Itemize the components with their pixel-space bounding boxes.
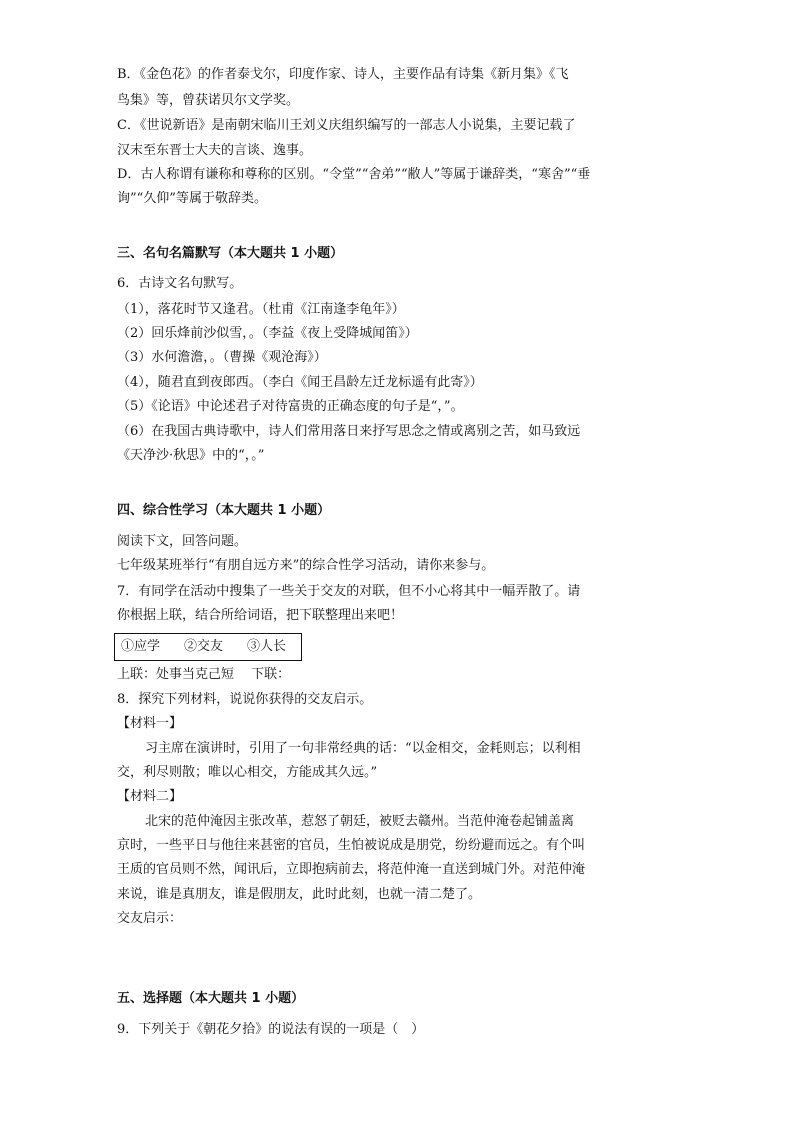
material-2-line2: 京时，一些平日与他往来甚密的官员，生怕被说成是朋党，纷纷避而远之。有个叫 <box>117 838 586 853</box>
material-2-line3: 王质的官员则不然，闻讯后，立即抱病前去，将范仲淹一直送到城门外。对范仲淹 <box>117 862 586 877</box>
question-7-line2: 你根据上联，结合所给词语，把下联整理出来吧！ <box>117 608 404 623</box>
material-2-title: 【材料二】 <box>117 789 183 804</box>
answer-label: 交友启示： <box>117 911 183 926</box>
material-1-line2: 交，利尽则散；唯以心相交，方能成其久远。” <box>117 765 378 780</box>
activity-intro: 七年级某班举行“有朋自远方来”的综合性学习活动，请你来参与。 <box>117 558 495 573</box>
word-option-1: ①应学 <box>121 639 161 654</box>
option-d-line1: D．古人称谓有谦称和尊称的区别。“令堂”“舍弟”“敝人”等属于谦辞类，“寒舍”“垂 <box>117 167 591 182</box>
question-9: 9．下列关于《朝花夕拾》的说法有误的一项是（ ） <box>117 1022 425 1037</box>
section3-heading: 三、名句名篇默写（本大题共 1 小题） <box>117 246 344 261</box>
material-2-line1: 北宋的范仲淹因主张改革，惹怒了朝廷，被贬去赣州。当范仲淹卷起铺盖离 <box>145 814 575 829</box>
word-option-3: ③人长 <box>247 639 287 654</box>
q6-item-2: （2）回乐烽前沙似雪，。（李益《夜上受降城闻笛》） <box>117 326 418 341</box>
q6-item-4: （4），随君直到夜郎西。（李白《闻王昌龄左迁龙标遥有此寄》） <box>117 375 483 390</box>
question-8: 8．探究下列材料，说说你获得的交友启示。 <box>117 692 373 707</box>
reading-instruction: 阅读下文，回答问题。 <box>117 534 248 549</box>
q6-item-6-line2: 《天净沙·秋思》中的“，。” <box>117 448 265 463</box>
option-d-line2: 询”“久仰”等属于敬辞类。 <box>117 191 267 206</box>
material-1-title: 【材料一】 <box>117 716 183 731</box>
word-options-box <box>114 633 302 661</box>
couplet-line: 上联：处事当克己短 下联： <box>117 667 291 682</box>
section4-heading: 四、综合性学习（本大题共 1 小题） <box>117 503 331 518</box>
word-option-2: ②交友 <box>184 639 224 654</box>
material-1-line1: 习主席在演讲时，引用了一句非常经典的话：“以金相交，金耗则忘；以利相 <box>145 741 581 756</box>
q6-item-5: （5）《论语》中论述君子对待富贵的正确态度的句子是“，”。 <box>117 399 464 414</box>
option-b-line2: 鸟集》等，曾获诺贝尔文学奖。 <box>117 93 300 108</box>
option-c-line1: C．《世说新语》是南朝宋临川王刘义庆组织编写的一部志人小说集，主要记载了 <box>117 118 576 133</box>
option-c-line2: 汉末至东晋士大夫的言谈、逸事。 <box>117 143 313 158</box>
q6-item-3: （3）水何澹澹，。（曹操《观沧海》） <box>117 350 327 365</box>
question-6: 6．古诗文名句默写。 <box>117 276 243 291</box>
option-b-line1: B．《金色花》的作者泰戈尔，印度作家、诗人，主要作品有诗集《新月集》《飞 <box>117 67 569 82</box>
question-7-line1: 7．有同学在活动中搜集了一些关于交友的对联，但不小心将其中一幅弄散了。请 <box>117 584 581 599</box>
q6-item-6-line1: （6）在我国古典诗歌中，诗人们常用落日来抒写思念之情或离别之苦，如马致远 <box>117 424 581 439</box>
material-2-line4: 来说，谁是真朋友，谁是假朋友，此时此刻，也就一清二楚了。 <box>117 887 482 902</box>
q6-item-1: （1），落花时节又逢君。（杜甫《江南逢李龟年》） <box>117 302 405 317</box>
section5-heading: 五、选择题（本大题共 1 小题） <box>117 991 305 1006</box>
